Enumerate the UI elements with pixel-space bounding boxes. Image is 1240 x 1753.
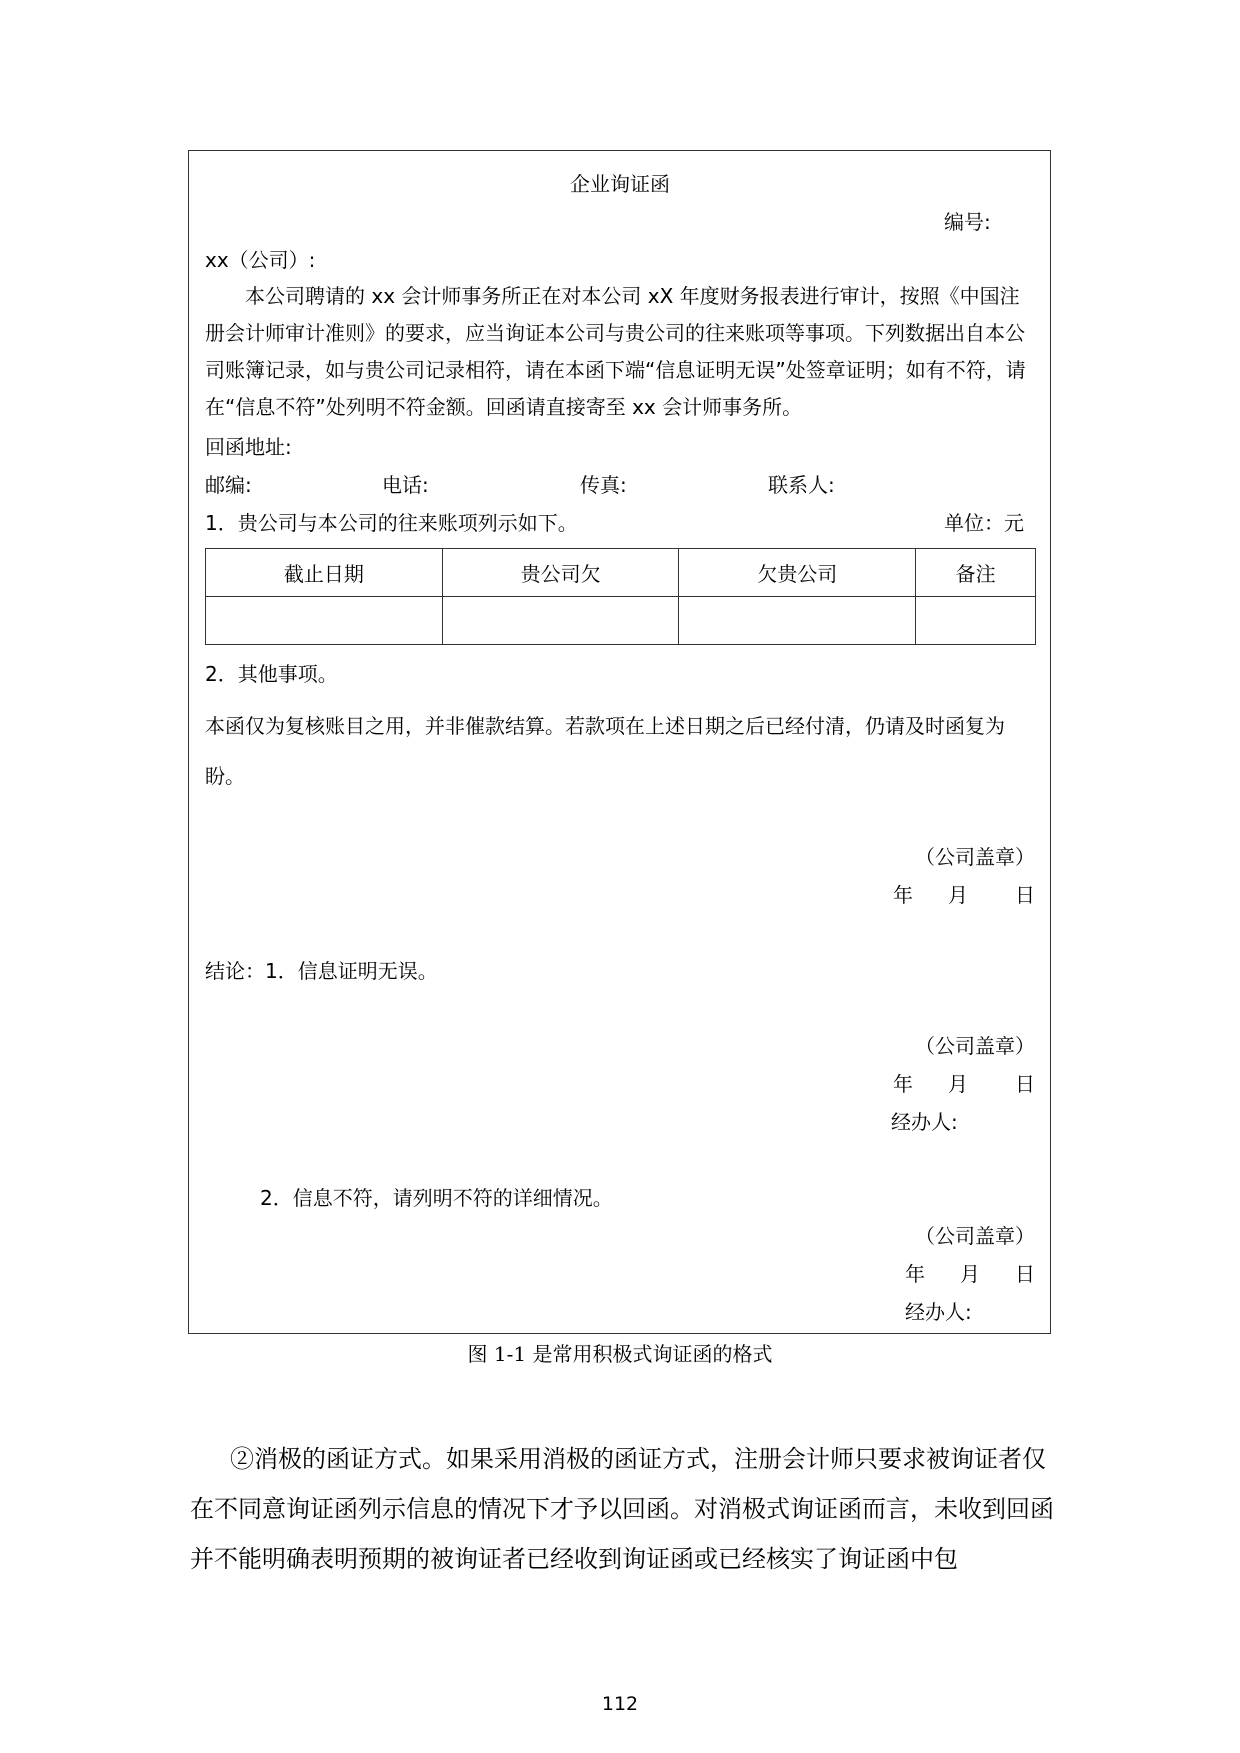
postcode-label: 邮编:	[205, 473, 252, 497]
contact-label: 联系人:	[768, 473, 835, 497]
date-day: 日	[1015, 1262, 1035, 1286]
fax-label: 传真:	[580, 473, 627, 497]
ledger-table	[205, 548, 1036, 645]
unit-label: 单位：元	[944, 511, 1024, 535]
figure-caption: 图 1-1 是常用积极式询证函的格式	[467, 1342, 773, 1366]
date-day: 日	[1015, 1072, 1035, 1096]
table-header-row	[206, 549, 1036, 597]
date-month: 月	[948, 883, 968, 907]
handler-label: 经办人:	[891, 1110, 958, 1134]
item2-label: 2．其他事项。	[205, 662, 338, 686]
table-header: 备注	[916, 549, 1036, 597]
note-paragraph: 本函仅为复核账目之用，并非催款结算。若款项在上述日期之后已经付清，仍请及时函复为盼。	[205, 714, 1005, 788]
table-row	[206, 597, 1036, 645]
letter-title: 企业询证函	[570, 172, 670, 196]
date-day: 日	[1015, 883, 1035, 907]
handler-label: 经办人:	[905, 1300, 972, 1324]
table-cell	[679, 597, 916, 645]
company-seal-label: （公司盖章）	[915, 845, 1035, 869]
company-seal-label: （公司盖章）	[915, 1034, 1035, 1058]
table-cell	[442, 597, 679, 645]
addressee: xx（公司）:	[205, 248, 316, 272]
main-paragraph: ②消极的函证方式。如果采用消极的函证方式，注册会计师只要求被询证者仅在不同意询证函列示信息的情况下才予以回函。对消极式询证函而言，未收到回函并不能明确表明预期的被询证者已经收到询证函或已经核实了询证函中包	[190, 1445, 1054, 1573]
conclusion-label: 结论：1．信息证明无误。	[205, 959, 438, 983]
table-cell	[916, 597, 1036, 645]
item1-label: 1．贵公司与本公司的往来账项列示如下。	[205, 511, 578, 535]
phone-label: 电话:	[382, 473, 429, 497]
table-header: 截止日期	[206, 549, 443, 597]
mismatch-label: 2．信息不符，请列明不符的详细情况。	[260, 1186, 613, 1210]
letter-body-paragraph: 本公司聘请的 xx 会计师事务所正在对本公司 xX 年度财务报表进行审计，按照《中国注册会计师审计准则》的要求，应当询证本公司与贵公司的往来账项等事项。下列数据出自本公司账簿记录，如与贵公司记录相符，请在本函下端“信息证明无误”处签章证明；如有不符，请在“信息不符”处列明不符金额。回函请直接寄至 xx 会计师事务所。	[205, 284, 1026, 419]
table-header: 欠贵公司	[679, 549, 916, 597]
table-header: 贵公司欠	[442, 549, 679, 597]
table-cell	[206, 597, 443, 645]
company-seal-label: （公司盖章）	[915, 1224, 1035, 1248]
date-year: 年	[893, 1072, 913, 1096]
number-label: 编号:	[944, 210, 991, 234]
date-month: 月	[960, 1262, 980, 1286]
date-year: 年	[905, 1262, 925, 1286]
date-year: 年	[893, 883, 913, 907]
date-month: 月	[948, 1072, 968, 1096]
page-number: 112	[601, 1693, 639, 1715]
return-address-label: 回函地址:	[205, 435, 292, 459]
